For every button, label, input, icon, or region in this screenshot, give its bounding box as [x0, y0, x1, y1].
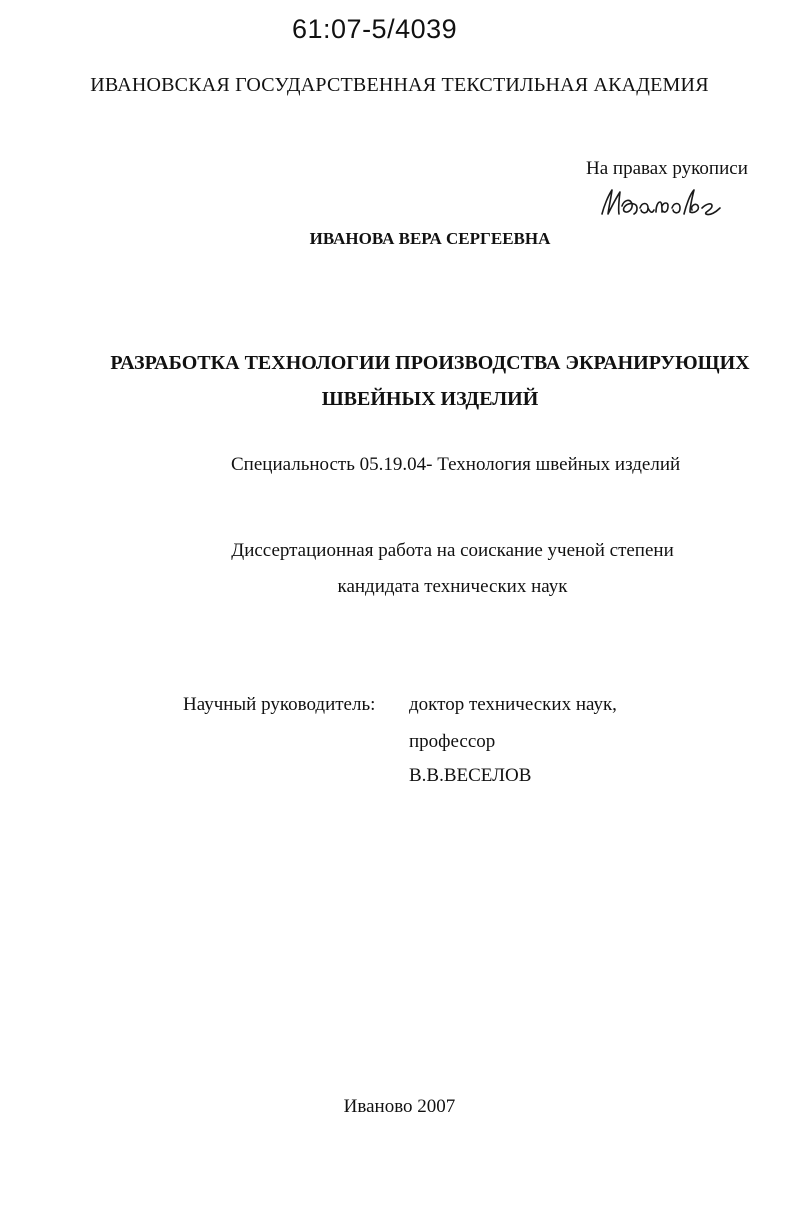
supervisor-label: Научный руководитель: — [183, 694, 376, 715]
supervisor-degree: доктор технических наук, — [409, 694, 617, 715]
catalog-number: 61:07-5/4039 — [292, 14, 458, 44]
dissertation-title-line-1: РАЗРАБОТКА ТЕХНОЛОГИИ ПРОИЗВОДСТВА ЭКРАНИРУЮЩИХ — [110, 352, 750, 374]
manuscript-rights-label: На правах рукописи — [586, 158, 748, 179]
degree-statement-line-2: кандидата технических наук — [337, 576, 568, 597]
institution-name: ИВАНОВСКАЯ ГОСУДАРСТВЕННАЯ ТЕКСТИЛЬНАЯ АКАДЕМИЯ — [90, 74, 709, 96]
author-signature — [594, 184, 724, 220]
supervisor-rank: профессор — [409, 731, 496, 752]
city-year: Иваново 2007 — [343, 1096, 456, 1117]
author-name: ИВАНОВА ВЕРА СЕРГЕЕВНА — [309, 229, 551, 248]
supervisor-name: В.В.ВЕСЕЛОВ — [409, 765, 532, 786]
dissertation-title-line-2: ШВЕЙНЫХ ИЗДЕЛИЙ — [321, 388, 539, 410]
specialty: Специальность 05.19.04- Технология швейных изделий — [231, 454, 681, 475]
degree-statement-line-1: Диссертационная работа на соискание ученой степени — [231, 540, 674, 561]
